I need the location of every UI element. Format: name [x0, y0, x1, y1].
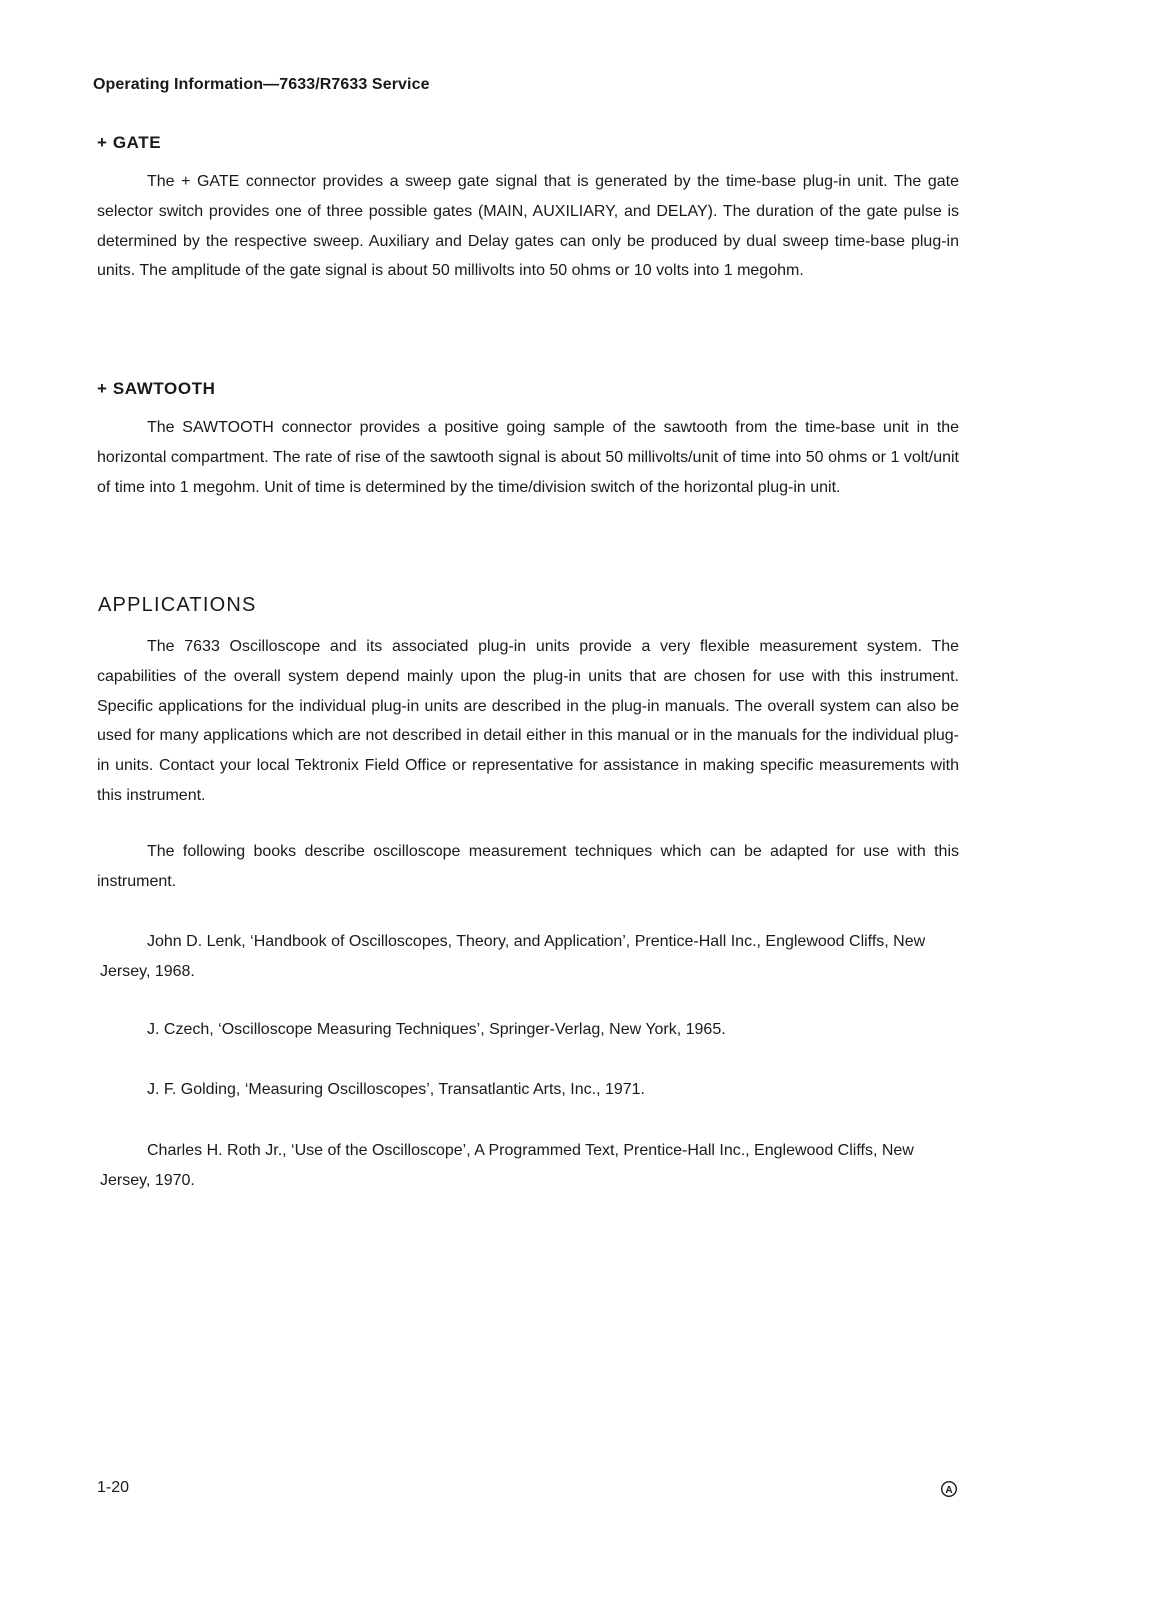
gate-paragraph: The + GATE connector provides a sweep gate signal that is generated by the time-base plug-in unit. The gate selector switch provides one of three possible gates (MAIN, AUXILIARY, and DELAY). The duration of the gate pulse is determined by the respective sweep. Auxiliary and Delay gates can only be produced by dual sweep time-base plug-in units. The amplitude of the gate signal is about 50 millivolts into 50 ohms or 10 volts into 1 megohm. [97, 173, 959, 280]
reference-item: John D. Lenk, ‘Handbook of Oscilloscopes, Theory, and Application’, Prentice-Hall Inc., Englewood Cliffs, New Jersey, 1968. [100, 933, 926, 980]
reference-item: J. Czech, ‘Oscilloscope Measuring Techniques’, Springer-Verlag, New York, 1965. [147, 1021, 726, 1038]
running-head: Operating Information—7633/R7633 Service [93, 76, 430, 93]
page-number: 1-20 [97, 1479, 130, 1496]
sawtooth-paragraph: The SAWTOOTH connector provides a positive going sample of the sawtooth from the time-base unit in the horizontal compartment. The rate of rise of the sawtooth signal is about 50 millivolts/unit of time into 50 ohms or 1 volt/unit of time into 1 megohm. Unit of time is determined by the time/division switch of the horizontal plug-in unit. [97, 419, 959, 496]
circled-a-icon [940, 1480, 958, 1503]
applications-paragraph: The 7633 Oscilloscope and its associated plug-in units provide a very flexible measurement system. The capabilities of the overall system depend mainly upon the plug-in units that are chosen for use with this instrument. Specific applications for the individual plug-in units are described in the plug-in manuals. The overall system can also be used for many applications which are not described in detail either in this manual or in the manuals for the individual plug-in units. Contact your local Tektronix Field Office or representative for assistance in making specific measurements with this instrument. [97, 638, 959, 804]
gate-heading: + GATE [97, 133, 162, 152]
books-intro-paragraph: The following books describe oscilloscope measurement techniques which can be adapted for use with this instrument. [97, 843, 959, 890]
mark-letter: A [945, 1485, 953, 1496]
reference-item: Charles H. Roth Jr., ‘Use of the Oscilloscope’, A Programmed Text, Prentice-Hall Inc., Englewood Cliffs, New Jersey, 1970. [100, 1142, 914, 1189]
applications-heading: APPLICATIONS [98, 594, 257, 616]
reference-item: J. F. Golding, ‘Measuring Oscilloscopes’, Transatlantic Arts, Inc., 1971. [147, 1081, 645, 1098]
sawtooth-heading: + SAWTOOTH [97, 379, 216, 398]
